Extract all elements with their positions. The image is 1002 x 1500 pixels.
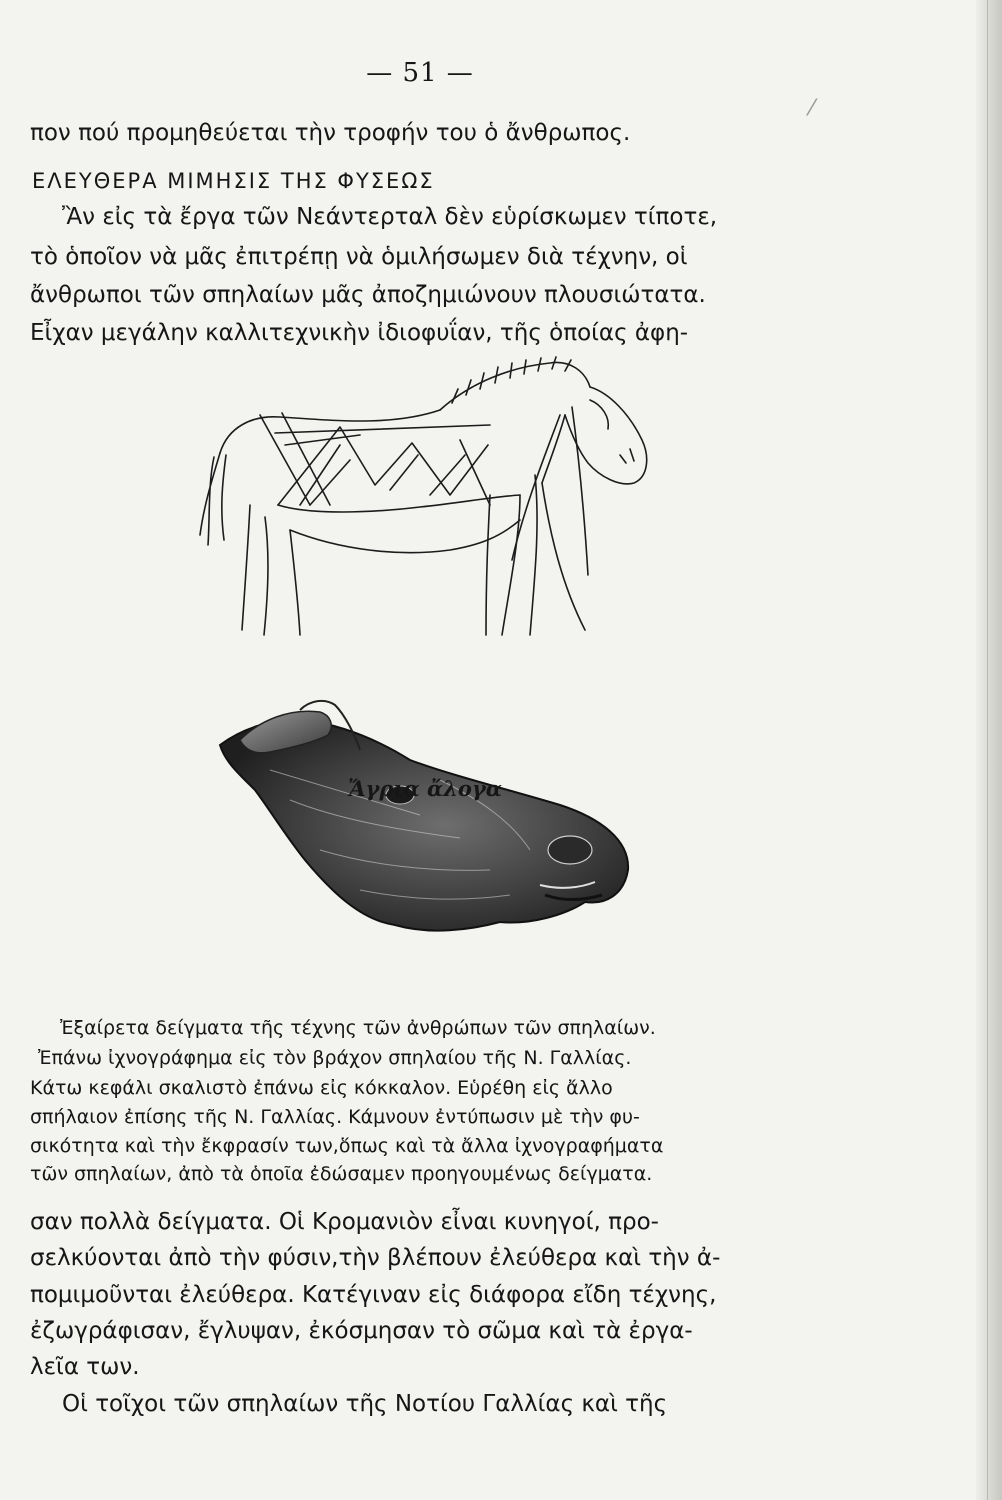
text-line: πομιμοῦνται ἐλεύθερα. Κατέγιναν εἰς διάφορα εἴδη τέχνης, [30, 1282, 717, 1308]
caption-line: σικότητα καὶ τὴν ἔκφρασίν των,ὅπως καὶ τὰ ἄλλα ἰχνογραφήματα [30, 1135, 664, 1157]
text-line: σαν πολλὰ δείγματα. Οἱ Κρομανιὸν εἶναι κυνηγοί, προ- [30, 1209, 659, 1235]
caption-line: Κάτω κεφάλι σκαλιστὸ ἐπάνω εἰς κόκκαλον. Εὑρέθη εἰς ἄλλο [30, 1077, 613, 1099]
text-line: σελκύονται ἀπὸ τὴν φύσιν,τὴν βλέπουν ἐλεύθερα καὶ τὴν ἀ- [30, 1245, 721, 1271]
caption-line: Ἐξαίρετα δείγματα τῆς τέχνης τῶν ἀνθρώπων τῶν σπηλαίων. [60, 1017, 656, 1039]
figure-caption-title: Ἄγρια ἄλογα [348, 776, 502, 801]
text-line: ἄνθρωποι τῶν σπηλαίων μᾶς ἀποζημιώνουν πλουσιώτατα. [30, 282, 706, 308]
horse-sketch-figure [190, 345, 670, 645]
caption-line: σπήλαιον ἐπίσης τῆς Ν. Γαλλίας. Κάμνουν ἐντύπωσιν μὲ τὴν φυ- [30, 1106, 640, 1128]
caption-line: τῶν σπηλαίων, ἀπὸ τὰ ὁποῖα ἐδώσαμεν προηγουμένως δείγματα. [30, 1163, 653, 1185]
text-line: ἐζωγράφισαν, ἔγλυψαν, ἐκόσμησαν τὸ σῶμα καὶ τὰ ἐργα- [30, 1318, 693, 1344]
text-line: λεῖα των. [30, 1354, 140, 1380]
pencil-mark: ⁄ [810, 96, 814, 121]
section-heading: ΕΛΕΥΘΕΡΑ ΜΙΜΗΣΙΣ ΤΗΣ ΦΥΣΕΩΣ [32, 169, 435, 193]
text-line: Οἱ τοῖχοι τῶν σπηλαίων τῆς Νοτίου Γαλλίας καὶ τῆς [62, 1391, 668, 1417]
carved-horse-head-figure [210, 690, 640, 960]
page-edge-line [987, 0, 988, 1500]
text-line: Εἶχαν μεγάλην καλλιτεχνικὴν ἰδιοφυΐαν, τῆς ὁποίας ἀφη- [30, 320, 689, 346]
text-line: Ἂν εἰς τὰ ἔργα τῶν Νεάντερταλ δὲν εὑρίσκωμεν τίποτε, [62, 204, 718, 230]
text-line: πον πού προμηθεύεται τὴν τροφήν του ὁ ἄνθρωπος. [30, 120, 631, 146]
page-edge-shadow [976, 0, 1002, 1500]
page-number: — 51 — [366, 58, 474, 88]
text-line: τὸ ὁποῖον νὰ μᾶς ἐπιτρέπῃ νὰ ὁμιλήσωμεν διὰ τέχνην, οἱ [30, 244, 688, 270]
caption-line: Ἐπάνω ἰχνογράφημα εἰς τὸν βράχον σπηλαίου τῆς Ν. Γαλλίας. [38, 1047, 632, 1069]
